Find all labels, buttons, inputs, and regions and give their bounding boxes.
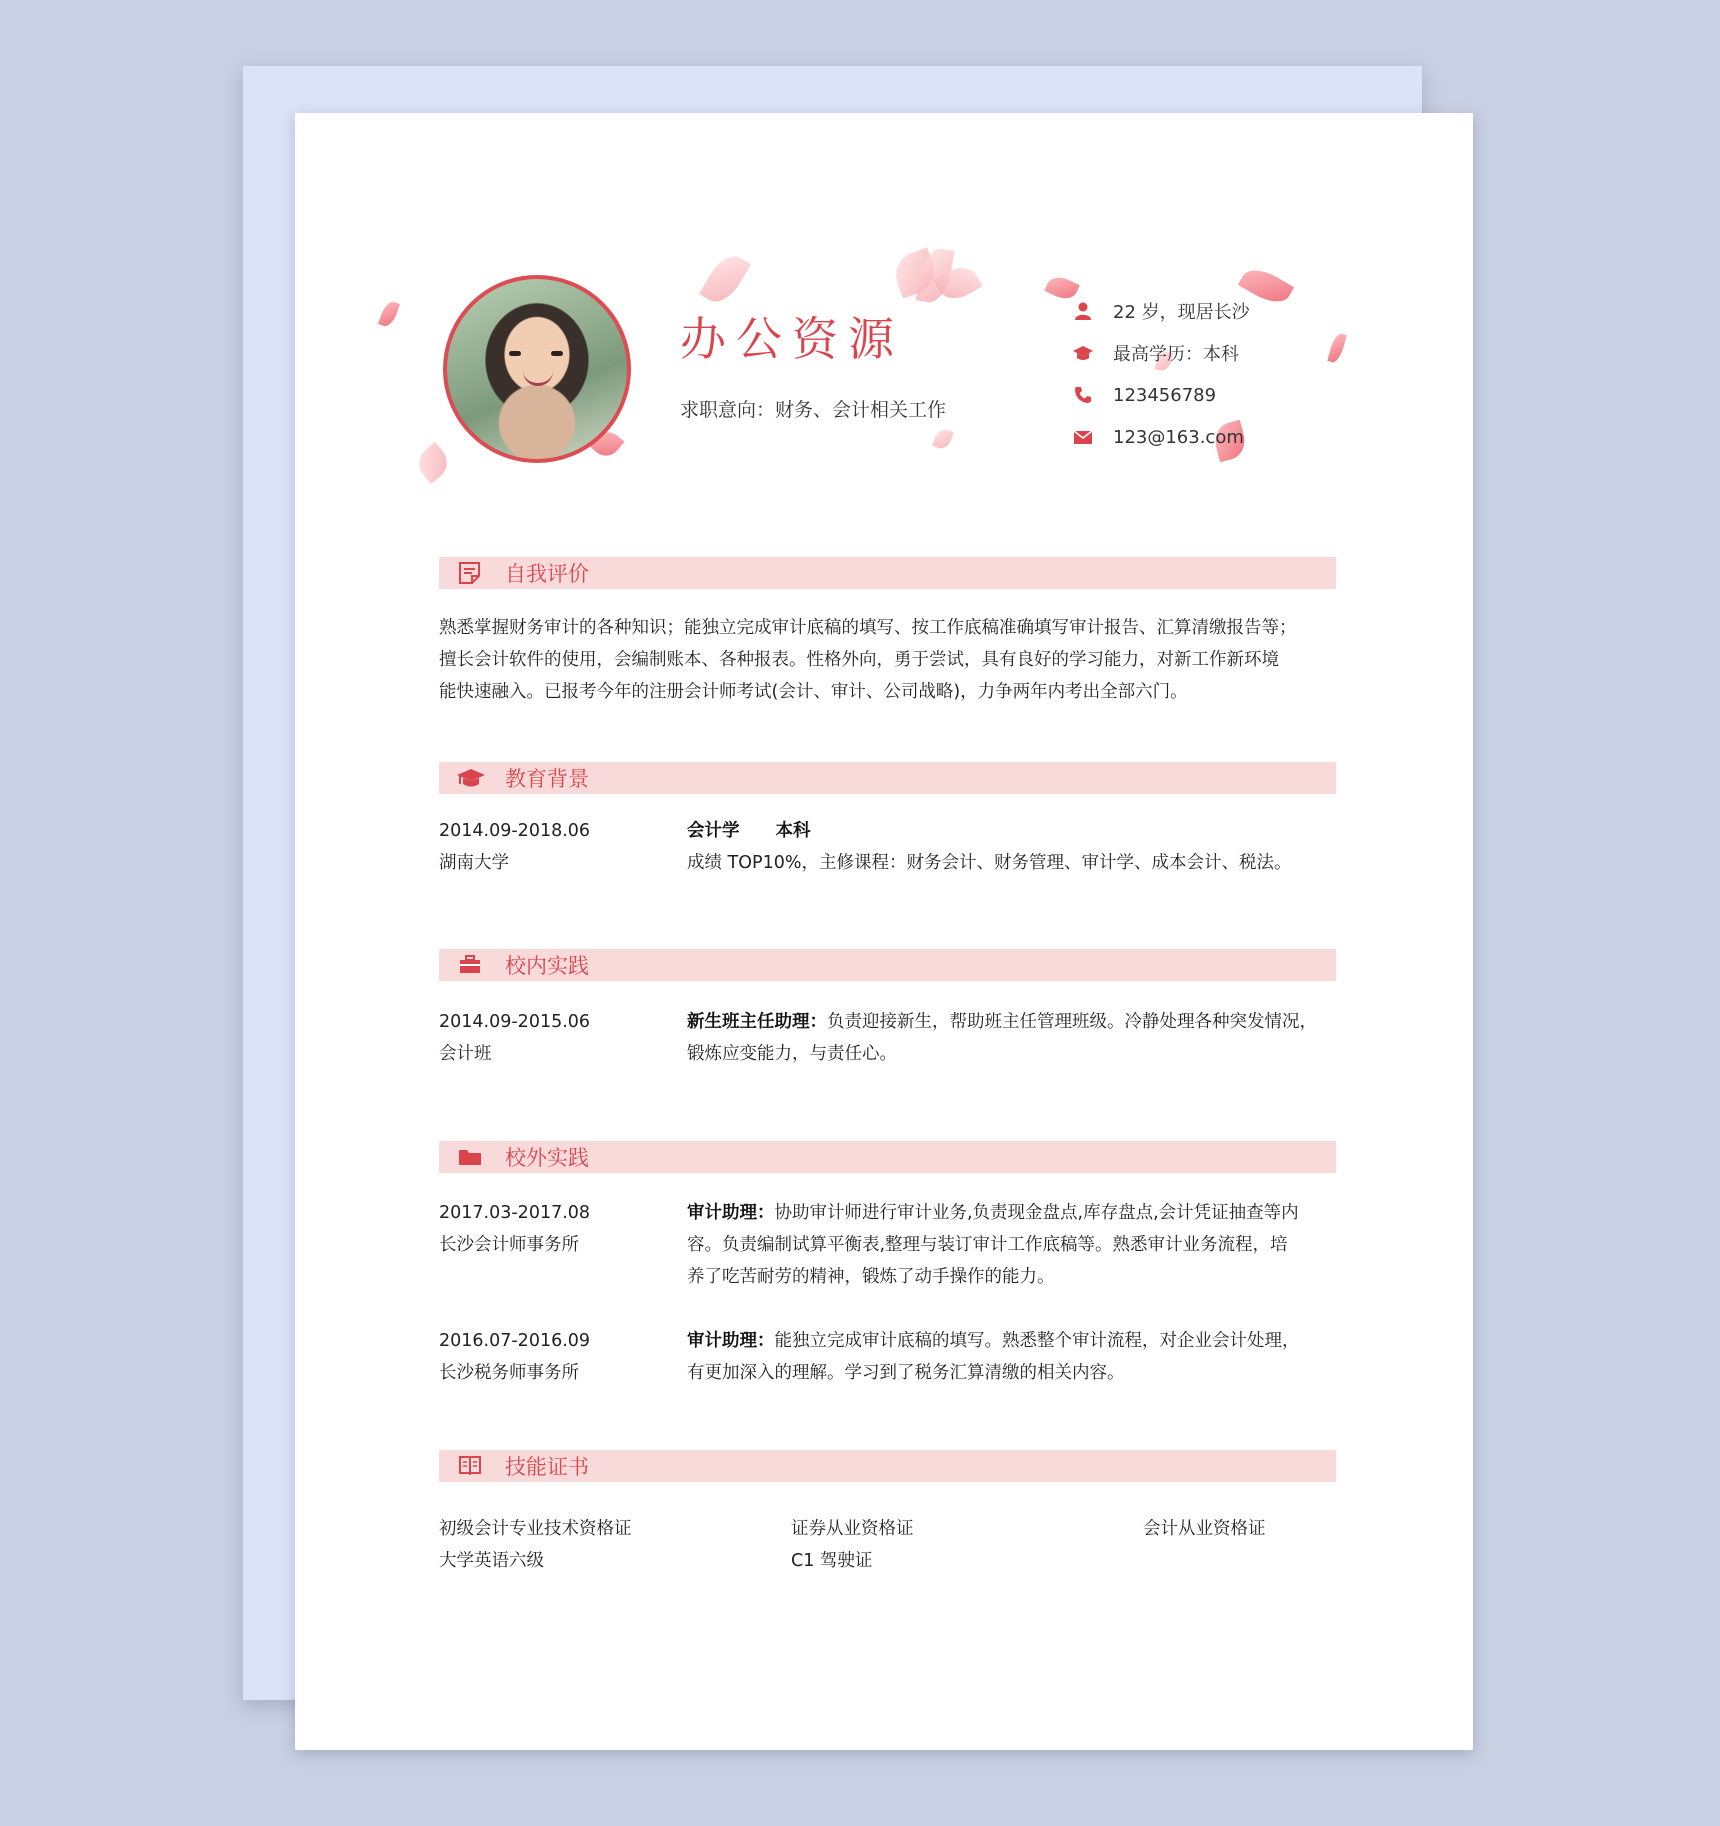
- section-campus-header: [439, 949, 1336, 981]
- section-self-eval-header: [439, 557, 1336, 589]
- section-title: 校内实践: [505, 954, 589, 978]
- photo-detail: [551, 351, 563, 356]
- external-desc: 养了吃苦耐劳的精神，锻炼了动手操作的能力。: [687, 1267, 1055, 1287]
- external-entry: [439, 1325, 1336, 1395]
- contact-phone: [1073, 374, 1250, 416]
- cert-item: 证券从业资格证: [791, 1519, 914, 1539]
- section-title: 自我评价: [505, 562, 589, 586]
- education-school: 湖南大学: [439, 853, 509, 873]
- petal-decoration: [378, 299, 400, 328]
- cert-item: 初级会计专业技术资格证: [439, 1519, 632, 1539]
- external-org: 长沙会计师事务所: [439, 1235, 579, 1255]
- education-entry: [439, 815, 1336, 885]
- contact-age-text: 22 岁，现居长沙: [1113, 302, 1250, 323]
- campus-org: 会计班: [439, 1044, 492, 1064]
- petal-decoration: [1327, 332, 1346, 364]
- section-skills-header: [439, 1450, 1336, 1482]
- education-period: 2014.09-2018.06: [439, 821, 591, 841]
- graduation-cap-icon: [457, 766, 485, 790]
- education-major: 会计学: [687, 821, 740, 841]
- external-desc: 协助审计师进行审计业务,负责现金盘点,库存盘点,会计凭证抽查等内: [774, 1203, 1299, 1223]
- cert-item: C1 驾驶证: [791, 1551, 873, 1571]
- campus-entry: [439, 1006, 1336, 1076]
- section-title: 教育背景: [505, 767, 589, 791]
- petal-decoration: [699, 249, 751, 309]
- petal-decoration: [412, 442, 454, 484]
- campus-period: 2014.09-2015.06: [439, 1012, 591, 1032]
- self-eval-line: 熟悉掌握财务审计的各种知识；能独立完成审计底稿的填写、按工作底稿准确填写审计报告、汇算清缴报告等；: [439, 618, 1297, 638]
- section-education-header: [439, 762, 1336, 794]
- self-eval-line: 能快速融入。已报考今年的注册会计师考试(会计、审计、公司战略)，力争两年内考出全部六门。: [439, 682, 1188, 702]
- graduation-cap-icon: [1073, 343, 1093, 363]
- cert-item: 会计从业资格证: [1143, 1519, 1266, 1539]
- self-eval-line: 擅长会计软件的使用，会编制账本、各种报表。性格外向，勇于尝试，具有良好的学习能力，对新工作新环境: [439, 650, 1279, 670]
- briefcase-icon: [457, 953, 485, 977]
- folder-icon: [457, 1145, 485, 1169]
- external-desc: 能独立完成审计底稿的填写。熟悉整个审计流程，对企业会计处理，: [774, 1331, 1300, 1351]
- section-title: 校外实践: [505, 1146, 589, 1170]
- campus-desc: 锻炼应变能力，与责任心。: [687, 1044, 897, 1064]
- contact-phone-text: 123456789: [1113, 384, 1217, 406]
- self-eval-text: [439, 612, 1336, 708]
- campus-desc: 负责迎接新生，帮助班主任管理班级。冷静处理各种突发情况，: [827, 1012, 1317, 1032]
- external-org: 长沙税务师事务所: [439, 1363, 579, 1383]
- external-desc: 容。负责编制试算平衡表,整理与装订审计工作底稿等。熟悉审计业务流程，培: [687, 1235, 1288, 1255]
- external-role: 审计助理：: [687, 1331, 775, 1351]
- petal-decoration: [932, 427, 954, 451]
- photo-detail: [509, 351, 521, 356]
- job-intent-label: 求职意向：: [680, 399, 776, 421]
- phone-icon: [1073, 385, 1093, 405]
- person-icon: [1073, 301, 1093, 321]
- external-desc: 有更加深入的理解。学习到了税务汇算清缴的相关内容。: [687, 1363, 1125, 1383]
- note-icon: [457, 561, 485, 585]
- external-period: 2017.03-2017.08: [439, 1203, 591, 1223]
- profile-photo: [443, 275, 631, 463]
- cert-item: 大学英语六级: [439, 1551, 544, 1571]
- external-entry: [439, 1197, 1336, 1297]
- contact-email-text: 123@163.com: [1113, 426, 1244, 448]
- contact-age: [1073, 290, 1250, 332]
- education-degree: 本科: [775, 821, 811, 841]
- education-detail: 成绩 TOP10%，主修课程：财务会计、财务管理、审计学、成本会计、税法。: [687, 853, 1292, 873]
- job-intent-value: 财务、会计相关工作: [775, 399, 947, 421]
- campus-role: 新生班主任助理：: [687, 1012, 827, 1032]
- book-icon: [457, 1454, 485, 1478]
- photo-detail: [523, 371, 553, 386]
- contact-info: [1073, 290, 1250, 458]
- resume-page: [295, 113, 1473, 1750]
- external-period: 2016.07-2016.09: [439, 1331, 591, 1351]
- section-external-header: [439, 1141, 1336, 1173]
- contact-education: [1073, 332, 1250, 374]
- job-intent: [680, 395, 946, 422]
- candidate-name: 办公资源: [680, 312, 904, 366]
- contact-education-text: 最高学历：本科: [1113, 344, 1239, 365]
- section-title: 技能证书: [505, 1455, 589, 1479]
- external-role: 审计助理：: [687, 1203, 775, 1223]
- contact-email: [1073, 416, 1250, 458]
- mail-icon: [1073, 427, 1093, 447]
